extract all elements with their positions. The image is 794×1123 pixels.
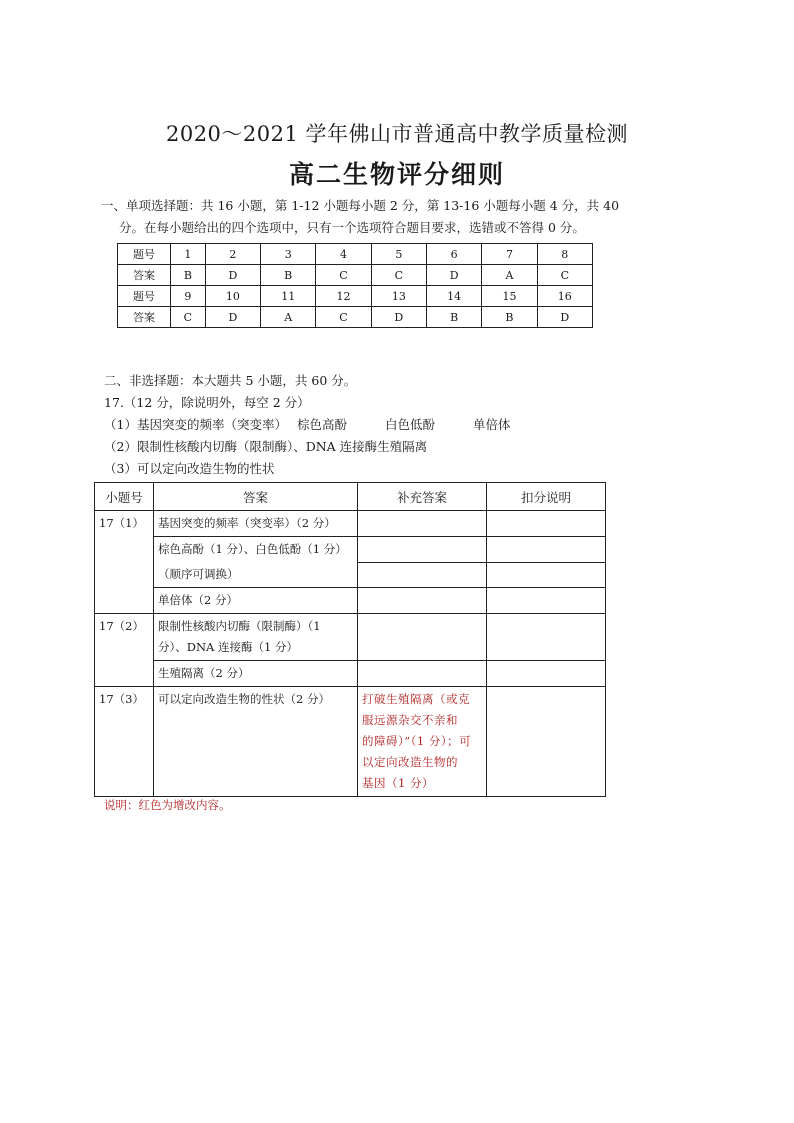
- section2-block: [104, 370, 604, 480]
- section1-line1: 一、单项选择题：共 16 小题，第 1-12 小题每小题 2 分，第 13-16 小题每小题 4 分，共 40: [101, 198, 620, 213]
- cell: 7: [482, 244, 537, 265]
- deduction-cell: [487, 661, 606, 687]
- q17-heading: 17.（12 分，除说明外，每空 2 分）: [104, 395, 310, 410]
- col-header: 答案: [154, 483, 358, 511]
- cell: A: [261, 307, 316, 328]
- cell: D: [205, 307, 260, 328]
- cell: D: [371, 307, 426, 328]
- page-subtitle: 高二生物评分细则: [288, 160, 505, 189]
- cell: C: [537, 265, 592, 286]
- grading-table: [94, 482, 606, 797]
- answer-cell: 基因突变的频率（突变率）（2 分）: [154, 511, 358, 537]
- row-label: 题号: [118, 286, 171, 307]
- table-header-row: [95, 483, 606, 511]
- answer-1-a: （1）基因突变的频率（突变率）: [104, 417, 287, 432]
- cell: 5: [371, 244, 426, 265]
- table-row: [95, 562, 606, 588]
- cell: C: [371, 265, 426, 286]
- q17-answer-1: [104, 414, 604, 436]
- cell: 12: [316, 286, 371, 307]
- cell: 15: [482, 286, 537, 307]
- cell: 2: [205, 244, 260, 265]
- table-row: [95, 511, 606, 537]
- cell: A: [482, 265, 537, 286]
- deduction-cell: [487, 511, 606, 537]
- table-row: [95, 661, 606, 687]
- deduction-cell: [487, 588, 606, 614]
- answer-1-c: 白色低酚: [385, 417, 436, 432]
- supplement-line: 服远源杂交不亲和: [362, 713, 458, 727]
- answer-1-b: 棕色高酚: [297, 417, 348, 432]
- row-label: 答案: [118, 265, 171, 286]
- cell: 10: [205, 286, 260, 307]
- supplement-cell: [358, 588, 487, 614]
- answer-key-table: [117, 243, 593, 328]
- cell: 4: [316, 244, 371, 265]
- cell: B: [261, 265, 316, 286]
- q17-answer-2: （2）限制性核酸内切酶（限制酶）、DNA 连接酶生殖隔离: [104, 439, 428, 454]
- col-header: 小题号: [95, 483, 154, 511]
- question-number: 17（3）: [95, 687, 154, 797]
- answer-cell: （顺序可调换）: [154, 562, 358, 588]
- supplement-cell: [358, 661, 487, 687]
- table-row: [95, 614, 606, 661]
- supplement-cell: [358, 537, 487, 563]
- cell: B: [426, 307, 481, 328]
- supplement-line: 的障碍）”（1 分）；可: [362, 734, 472, 748]
- supplement-line: 基因（1 分）: [362, 776, 434, 790]
- answer-1-d: 单倍体: [473, 417, 511, 432]
- table-row: [95, 537, 606, 563]
- cell: B: [171, 265, 206, 286]
- deduction-cell: [487, 687, 606, 797]
- footnote: 说明：红色为增改内容。: [104, 798, 231, 812]
- cell: 6: [426, 244, 481, 265]
- cell: C: [316, 265, 371, 286]
- answer-cell: 可以定向改造生物的性状（2 分）: [154, 687, 358, 797]
- supplement-cell: [358, 687, 487, 797]
- cell: 3: [261, 244, 316, 265]
- supplement-cell: [358, 562, 487, 588]
- cell: 11: [261, 286, 316, 307]
- supplement-cell: [358, 614, 487, 661]
- section2-heading: 二、非选择题：本大题共 5 小题，共 60 分。: [104, 373, 357, 388]
- row-label: 答案: [118, 307, 171, 328]
- answer-cell: [154, 614, 358, 661]
- section1-instructions: [101, 195, 619, 239]
- answer-cell: 单倍体（2 分）: [154, 588, 358, 614]
- exam-title: 2020～2021 学年佛山市普通高中教学质量检测: [165, 122, 629, 146]
- cell: 9: [171, 286, 206, 307]
- deduction-cell: [487, 537, 606, 563]
- table-row: [95, 588, 606, 614]
- deduction-cell: [487, 614, 606, 661]
- q17-answer-3: （3）可以定向改造生物的性状: [104, 461, 275, 476]
- cell: 16: [537, 286, 592, 307]
- col-header: 扣分说明: [487, 483, 606, 511]
- table-row: [95, 687, 606, 797]
- cell: 13: [371, 286, 426, 307]
- question-number: 17（1）: [95, 511, 154, 614]
- cell: D: [537, 307, 592, 328]
- supplement-cell: [358, 511, 487, 537]
- deduction-cell: [487, 562, 606, 588]
- section1-line2: 分。在每小题给出的四个选项中，只有一个选项符合题目要求，选错或不答得 0 分。: [119, 220, 585, 235]
- cell: C: [171, 307, 206, 328]
- supplement-line: 打破生殖隔离（或克: [362, 692, 470, 706]
- table-row: [118, 244, 593, 265]
- table-row: [118, 286, 593, 307]
- answer-cell: 棕色高酚（1 分）、白色低酚（1 分）: [154, 537, 358, 563]
- answer-line: 限制性核酸内切酶（限制酶）（1: [158, 619, 321, 633]
- cell: D: [205, 265, 260, 286]
- cell: D: [426, 265, 481, 286]
- cell: 1: [171, 244, 206, 265]
- col-header: 补充答案: [358, 483, 487, 511]
- cell: 8: [537, 244, 592, 265]
- answer-cell: 生殖隔离（2 分）: [154, 661, 358, 687]
- question-number: 17（2）: [95, 614, 154, 687]
- row-label: 题号: [118, 244, 171, 265]
- cell: B: [482, 307, 537, 328]
- answer-line: 分）、DNA 连接酶（1 分）: [158, 640, 298, 654]
- cell: C: [316, 307, 371, 328]
- cell: 14: [426, 286, 481, 307]
- table-row: [118, 265, 593, 286]
- table-row: [118, 307, 593, 328]
- supplement-line: 以定向改造生物的: [362, 755, 458, 769]
